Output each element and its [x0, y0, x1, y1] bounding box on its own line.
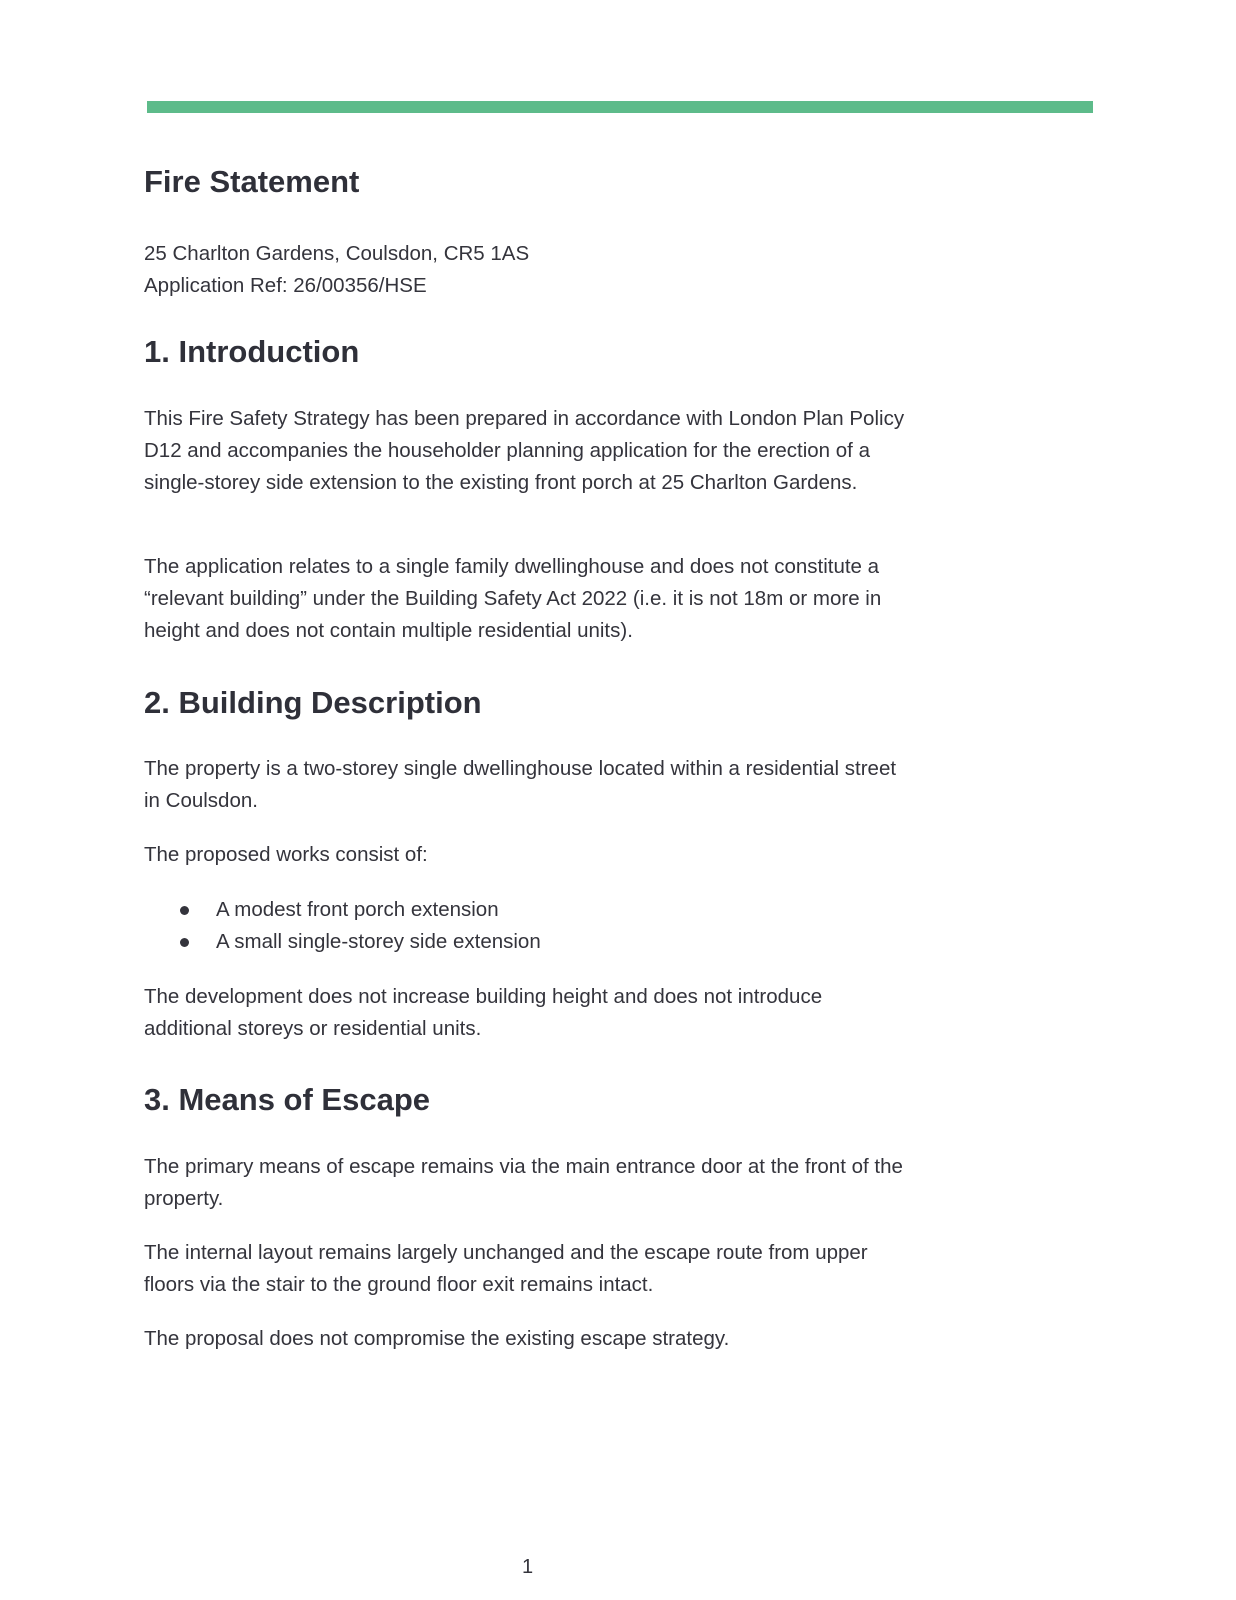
- paragraph: The internal layout remains largely unchanged and the escape route from upper floors via the stair to the ground floor exit remains intact.: [144, 1241, 868, 1296]
- paragraph: The proposal does not compromise the existing escape strategy.: [144, 1327, 730, 1350]
- paragraph: The property is a two-storey single dwellinghouse located within a residential street in Coulsdon.: [144, 757, 897, 812]
- address: 25 Charlton Gardens, Coulsdon, CR5 1AS: [144, 242, 530, 265]
- page-number: 1: [521, 1556, 534, 1578]
- list-item: A modest front porch extension: [180, 894, 541, 926]
- paragraph: This Fire Safety Strategy has been prepared in accordance with London Plan Policy D12 and accompanies the householder planning application for the erection of a single-storey side extension to the existing front porch at 25 Charlton Gardens.: [144, 407, 905, 494]
- paragraph: The development does not increase building height and does not introduce additional storeys or residential units.: [144, 985, 823, 1040]
- accent-bar: [147, 101, 1093, 113]
- proposed-works-list: [180, 894, 541, 958]
- document-title: Fire Statement: [144, 164, 360, 199]
- section-heading-introduction: 1. Introduction: [144, 334, 360, 369]
- bullet-icon: [180, 906, 189, 915]
- bullet-icon: [180, 938, 189, 947]
- paragraph: The proposed works consist of:: [144, 843, 428, 866]
- section-heading-building-description: 2. Building Description: [144, 685, 482, 720]
- paragraph: The primary means of escape remains via the main entrance door at the front of the property.: [144, 1155, 903, 1210]
- document-meta: [144, 238, 529, 302]
- list-item: A small single-storey side extension: [180, 926, 541, 958]
- section-heading-means-of-escape: 3. Means of Escape: [144, 1082, 431, 1117]
- application-ref: Application Ref: 26/00356/HSE: [144, 274, 427, 297]
- paragraph: The application relates to a single family dwellinghouse and does not constitute a “relevant building” under the Building Safety Act 2022 (i.e. it is not 18m or more in height and does not contain multiple residential units).: [144, 555, 882, 642]
